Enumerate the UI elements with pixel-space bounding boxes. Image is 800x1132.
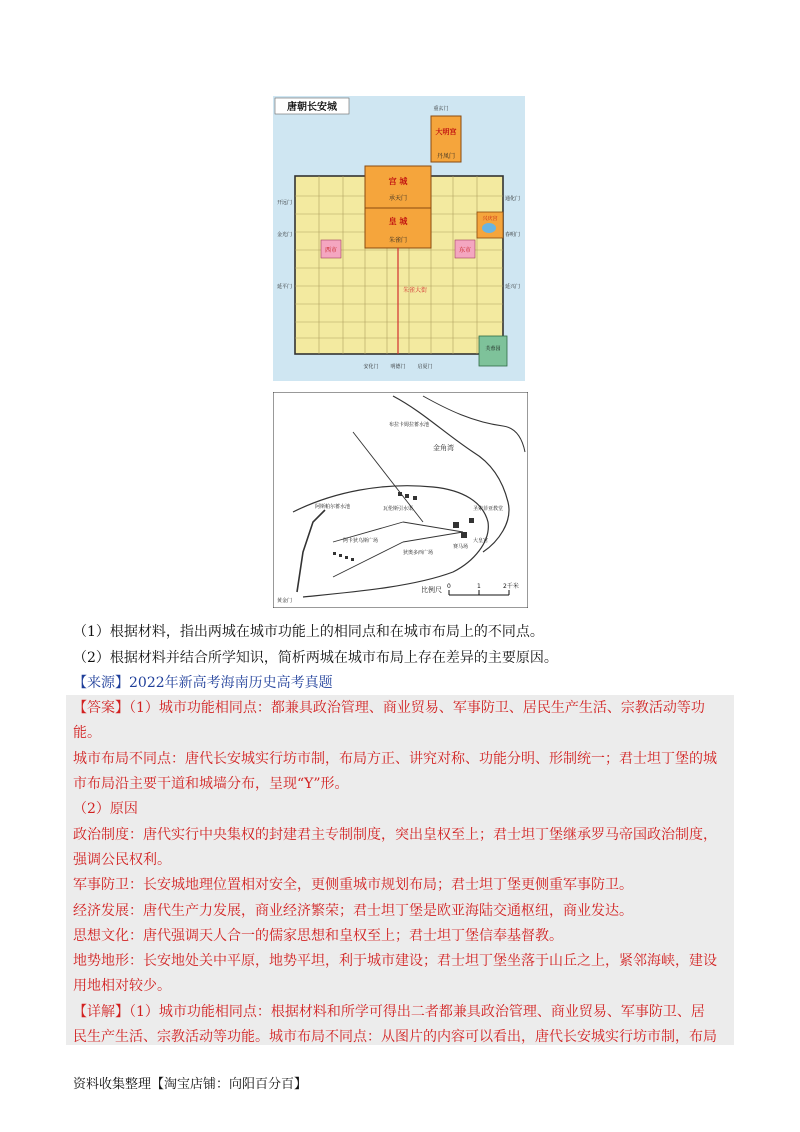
- answer-line-11: 地势地形：长安地处关中平原，地势平坦，利于城市建设；君士坦丁堡坐落于山丘之上，紧邻海峡，建设: [73, 953, 717, 969]
- gate-jinguangmen: 金光门: [277, 232, 293, 238]
- label-dongshi: 东市: [458, 247, 472, 254]
- label-xishi: 西市: [324, 247, 338, 254]
- gate-mingdemen: 明德门: [390, 364, 406, 370]
- label-palace: 大皇宫: [473, 538, 489, 544]
- answer-line-5: （2）原因: [73, 801, 138, 817]
- label-gongcheng: 宫 城: [388, 177, 408, 186]
- label-zhuquemen: 朱雀门: [388, 237, 408, 244]
- map1-title: 唐朝长安城: [287, 102, 337, 113]
- label-huangcheng: 皇 城: [388, 217, 408, 226]
- gate-yanxingmen: 延兴门: [505, 284, 521, 290]
- answer-line-10: 思想文化：唐代强调天人合一的儒家思想和皇权至上；君士坦丁堡信奉基督教。: [73, 928, 563, 944]
- svg-text:比例尺: 比例尺: [421, 586, 442, 594]
- label-furongyuan: 芙蓉园: [485, 346, 501, 352]
- tang-changan-map: [273, 96, 525, 381]
- label-theodosius: 狄奥多西广场: [403, 550, 434, 556]
- svg-text:1: 1: [477, 583, 481, 590]
- label-cistern1: 布拉卡姆拉蓄水池: [389, 422, 430, 428]
- label-goldengate: 黄金门: [277, 598, 293, 604]
- gate-yanpingmen: 延平门: [277, 284, 293, 290]
- label-daminggong: 大明宫: [435, 128, 457, 136]
- gate-kaiyuanmen: 开远门: [277, 200, 293, 206]
- label-aqueduct: 瓦伦斯引水渠: [383, 506, 414, 512]
- svg-text:2千米: 2千米: [503, 583, 519, 590]
- question-2: （2）根据材料并结合所学知识，简析两城在城市布局上存在差异的主要原因。: [73, 650, 558, 666]
- detail-line-2: 民生产生活、宗教活动等功能。城市布局不同点：从图片的内容可以看出，唐代长安城实行坊市制，布局: [73, 1029, 717, 1045]
- answer-line-3: 城市布局不同点：唐代长安城实行坊市制，布局方正、讲究对称、功能分明、形制统一；君士坦丁堡的城: [73, 751, 717, 767]
- gate-chunmingmen: 春明门: [505, 232, 521, 238]
- label-forum: 阿卡狄乌斯广场: [343, 538, 379, 544]
- label-church: 阿斯帕尔蓄水池: [315, 504, 351, 510]
- answer-line-1: 【答案】（1）城市功能相同点：都兼具政治管理、商业贸易、军事防卫、居民生产生活、宗教活动等功: [73, 700, 705, 716]
- constantinople-map: [273, 392, 528, 608]
- answer-line-9: 经济发展：唐代生产力发展，商业经济繁荣；君士坦丁堡是欧亚海陆交通枢纽，商业发达。: [73, 903, 633, 919]
- footer-note: 资料收集整理【淘宝店铺：向阳百分百】: [73, 1077, 308, 1092]
- label-hippodrome: 赛马场: [453, 544, 469, 550]
- answer-line-6: 政治制度：唐代实行中央集权的封建君主专制制度，突出皇权至上；君士坦丁堡继承罗马帝国政治制度，: [73, 827, 717, 843]
- svg-text:0: 0: [447, 583, 451, 590]
- label-xingqinggong: 兴庆宫: [482, 216, 498, 222]
- answer-line-7: 强调公民权利。: [73, 852, 171, 868]
- label-sea: 金角湾: [433, 444, 454, 452]
- gate-qixiamen: 启夏门: [417, 364, 433, 370]
- source-line: 【来源】2022年新高考海南历史高考真题: [73, 675, 333, 691]
- gate-tonghuamen: 通化门: [505, 196, 521, 202]
- gate-anhuamen: 安化门: [363, 364, 379, 370]
- label-chongxuanmen: 重玄门: [433, 106, 449, 112]
- label-danfengmen: 丹凤门: [436, 153, 456, 160]
- label-chengtianmen: 承天门: [388, 195, 408, 202]
- detail-line-1: 【详解】（1）城市功能相同点：根据材料和所学可得出二者都兼具政治管理、商业贸易、军事防卫、居: [73, 1004, 705, 1020]
- answer-line-12: 用地相对较少。: [73, 978, 171, 994]
- label-hagia: 圣索菲亚教堂: [473, 506, 504, 512]
- answer-line-8: 军事防卫：长安城地理位置相对安全，更侧重城市规划布局；君士坦丁堡更侧重军事防卫。: [73, 877, 633, 893]
- question-1: （1）根据材料，指出两城在城市功能上的相同点和在城市布局上的不同点。: [73, 624, 544, 640]
- answer-line-2: 能。: [73, 725, 101, 741]
- answer-line-4: 市布局沿主要干道和城墙分布，呈现“Y”形。: [73, 776, 349, 792]
- label-zhuquedajie: 朱雀大街: [403, 287, 428, 294]
